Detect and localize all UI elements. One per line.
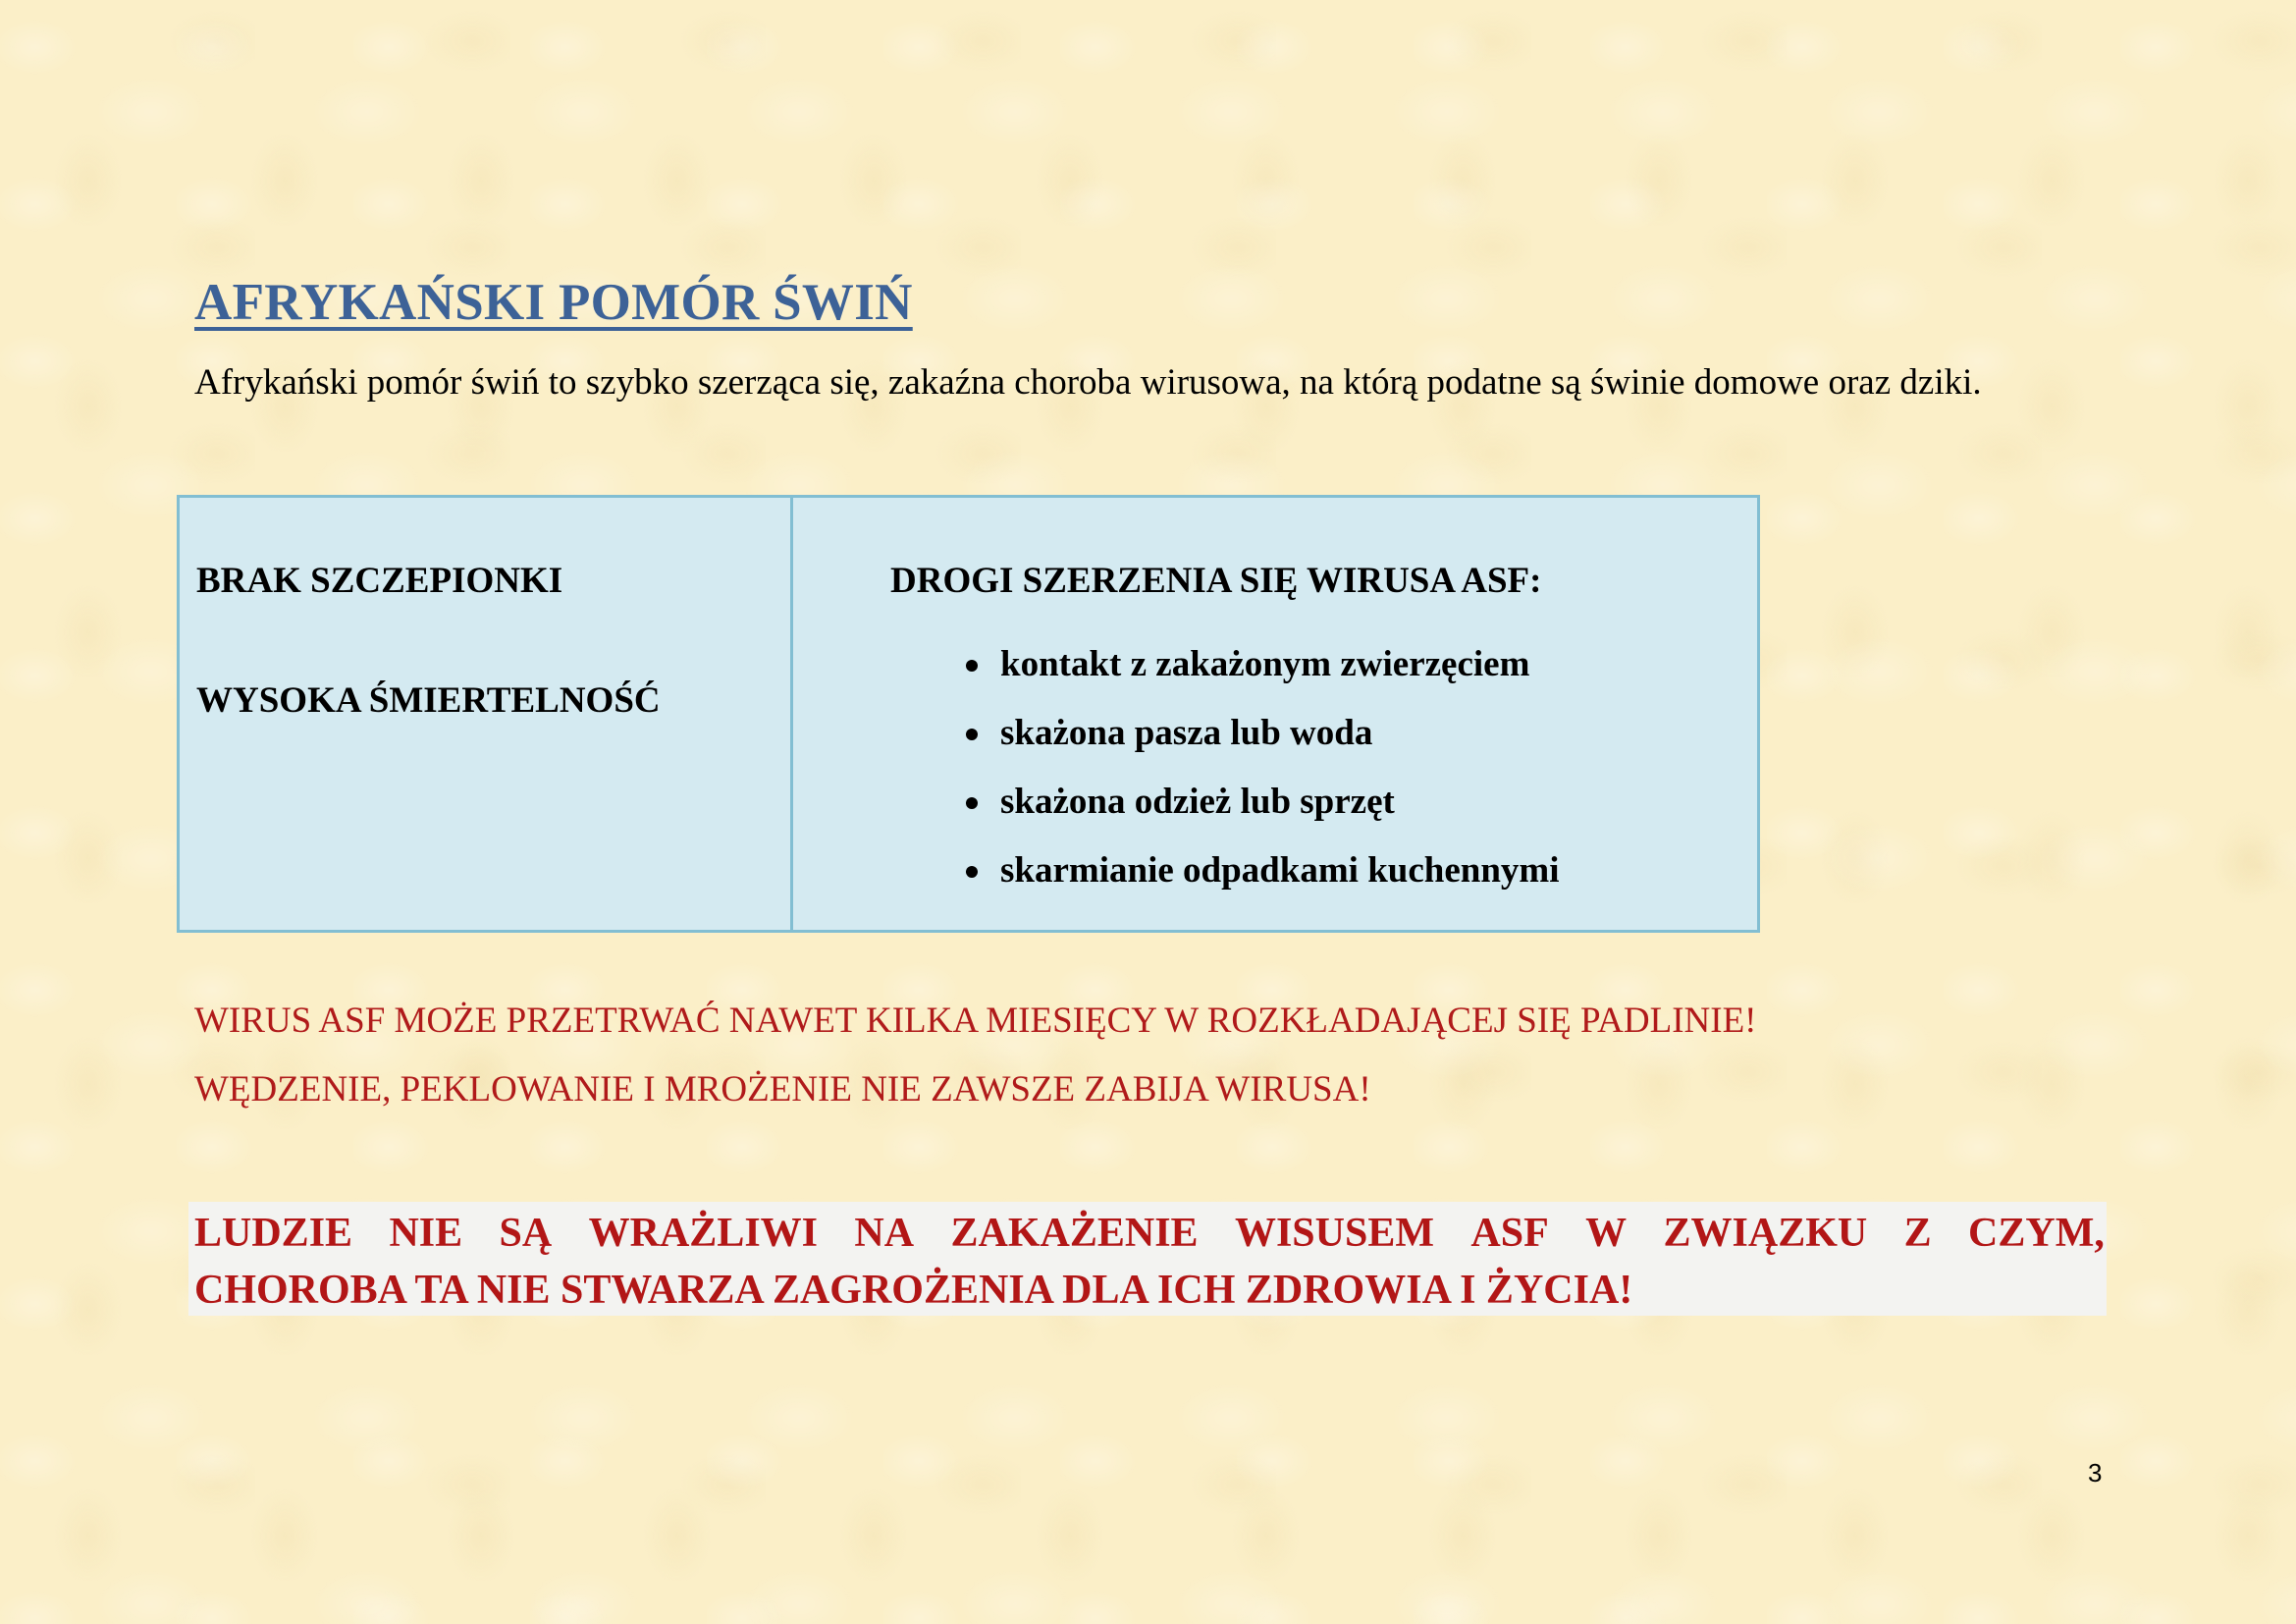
bullet-icon xyxy=(966,797,978,809)
route-text: skarmianie odpadkami kuchennymi xyxy=(1000,850,1560,891)
callout-word: W xyxy=(1585,1211,1628,1256)
info-table xyxy=(177,495,1760,933)
route-text: skażona pasza lub woda xyxy=(1000,713,1373,753)
callout-line-2: CHOROBA TA NIE STWARZA ZAGROŻENIA DLA ICH ZDROWIA I ŻYCIA! xyxy=(194,1268,1633,1313)
callout-word: NA xyxy=(854,1211,915,1256)
info-table-right-cell xyxy=(793,498,1757,930)
bullet-icon xyxy=(966,660,978,672)
warning-carcass-survival: WIRUS ASF MOŻE PRZETRWAĆ NAWET KILKA MIESIĘCY W ROZKŁADAJĄCEJ SIĘ PADLINIE! xyxy=(194,1001,1757,1041)
routes-heading: DROGI SZERZENIA SIĘ WIRUSA ASF: xyxy=(890,561,1542,601)
callout-word: LUDZIE xyxy=(194,1211,353,1256)
bullet-icon xyxy=(966,729,978,740)
fact-no-vaccine: BRAK SZCZEPIONKI xyxy=(196,561,563,601)
page-title: AFRYKAŃSKI POMÓR ŚWIŃ xyxy=(194,274,913,331)
callout-word: NIE xyxy=(389,1211,463,1256)
list-item xyxy=(793,849,1560,918)
callout-word: SĄ xyxy=(499,1211,553,1256)
routes-list xyxy=(793,643,1560,918)
warning-processing: WĘDZENIE, PEKLOWANIE I MROŻENIE NIE ZAWSZE ZABIJA WIRUSA! xyxy=(194,1069,1371,1110)
callout-word: WRAŻLIWI xyxy=(588,1211,819,1256)
callout-word: ASF xyxy=(1470,1211,1549,1256)
human-safety-callout xyxy=(188,1202,2107,1316)
callout-line-1 xyxy=(194,1205,2105,1262)
route-text: kontakt z zakażonym zwierzęciem xyxy=(1000,644,1530,684)
page-number: 3 xyxy=(2088,1458,2103,1488)
route-text: skażona odzież lub sprzęt xyxy=(1000,782,1395,822)
callout-word: ZAKAŻENIE xyxy=(950,1211,1199,1256)
list-item xyxy=(793,781,1560,849)
intro-paragraph: Afrykański pomór świń to szybko szerząca się, zakaźna choroba wirusowa, na którą podatne są świnie domowe oraz dziki. xyxy=(194,362,1982,403)
callout-word: Z xyxy=(1903,1211,1932,1256)
list-item xyxy=(793,712,1560,781)
list-item xyxy=(793,643,1560,712)
callout-word: CZYM, xyxy=(1968,1211,2105,1256)
bullet-icon xyxy=(966,866,978,878)
callout-word: ZWIĄZKU xyxy=(1663,1211,1868,1256)
callout-word: WISUSEM xyxy=(1234,1211,1434,1256)
fact-high-mortality: WYSOKA ŚMIERTELNOŚĆ xyxy=(196,680,661,721)
info-table-left-cell xyxy=(180,498,793,930)
